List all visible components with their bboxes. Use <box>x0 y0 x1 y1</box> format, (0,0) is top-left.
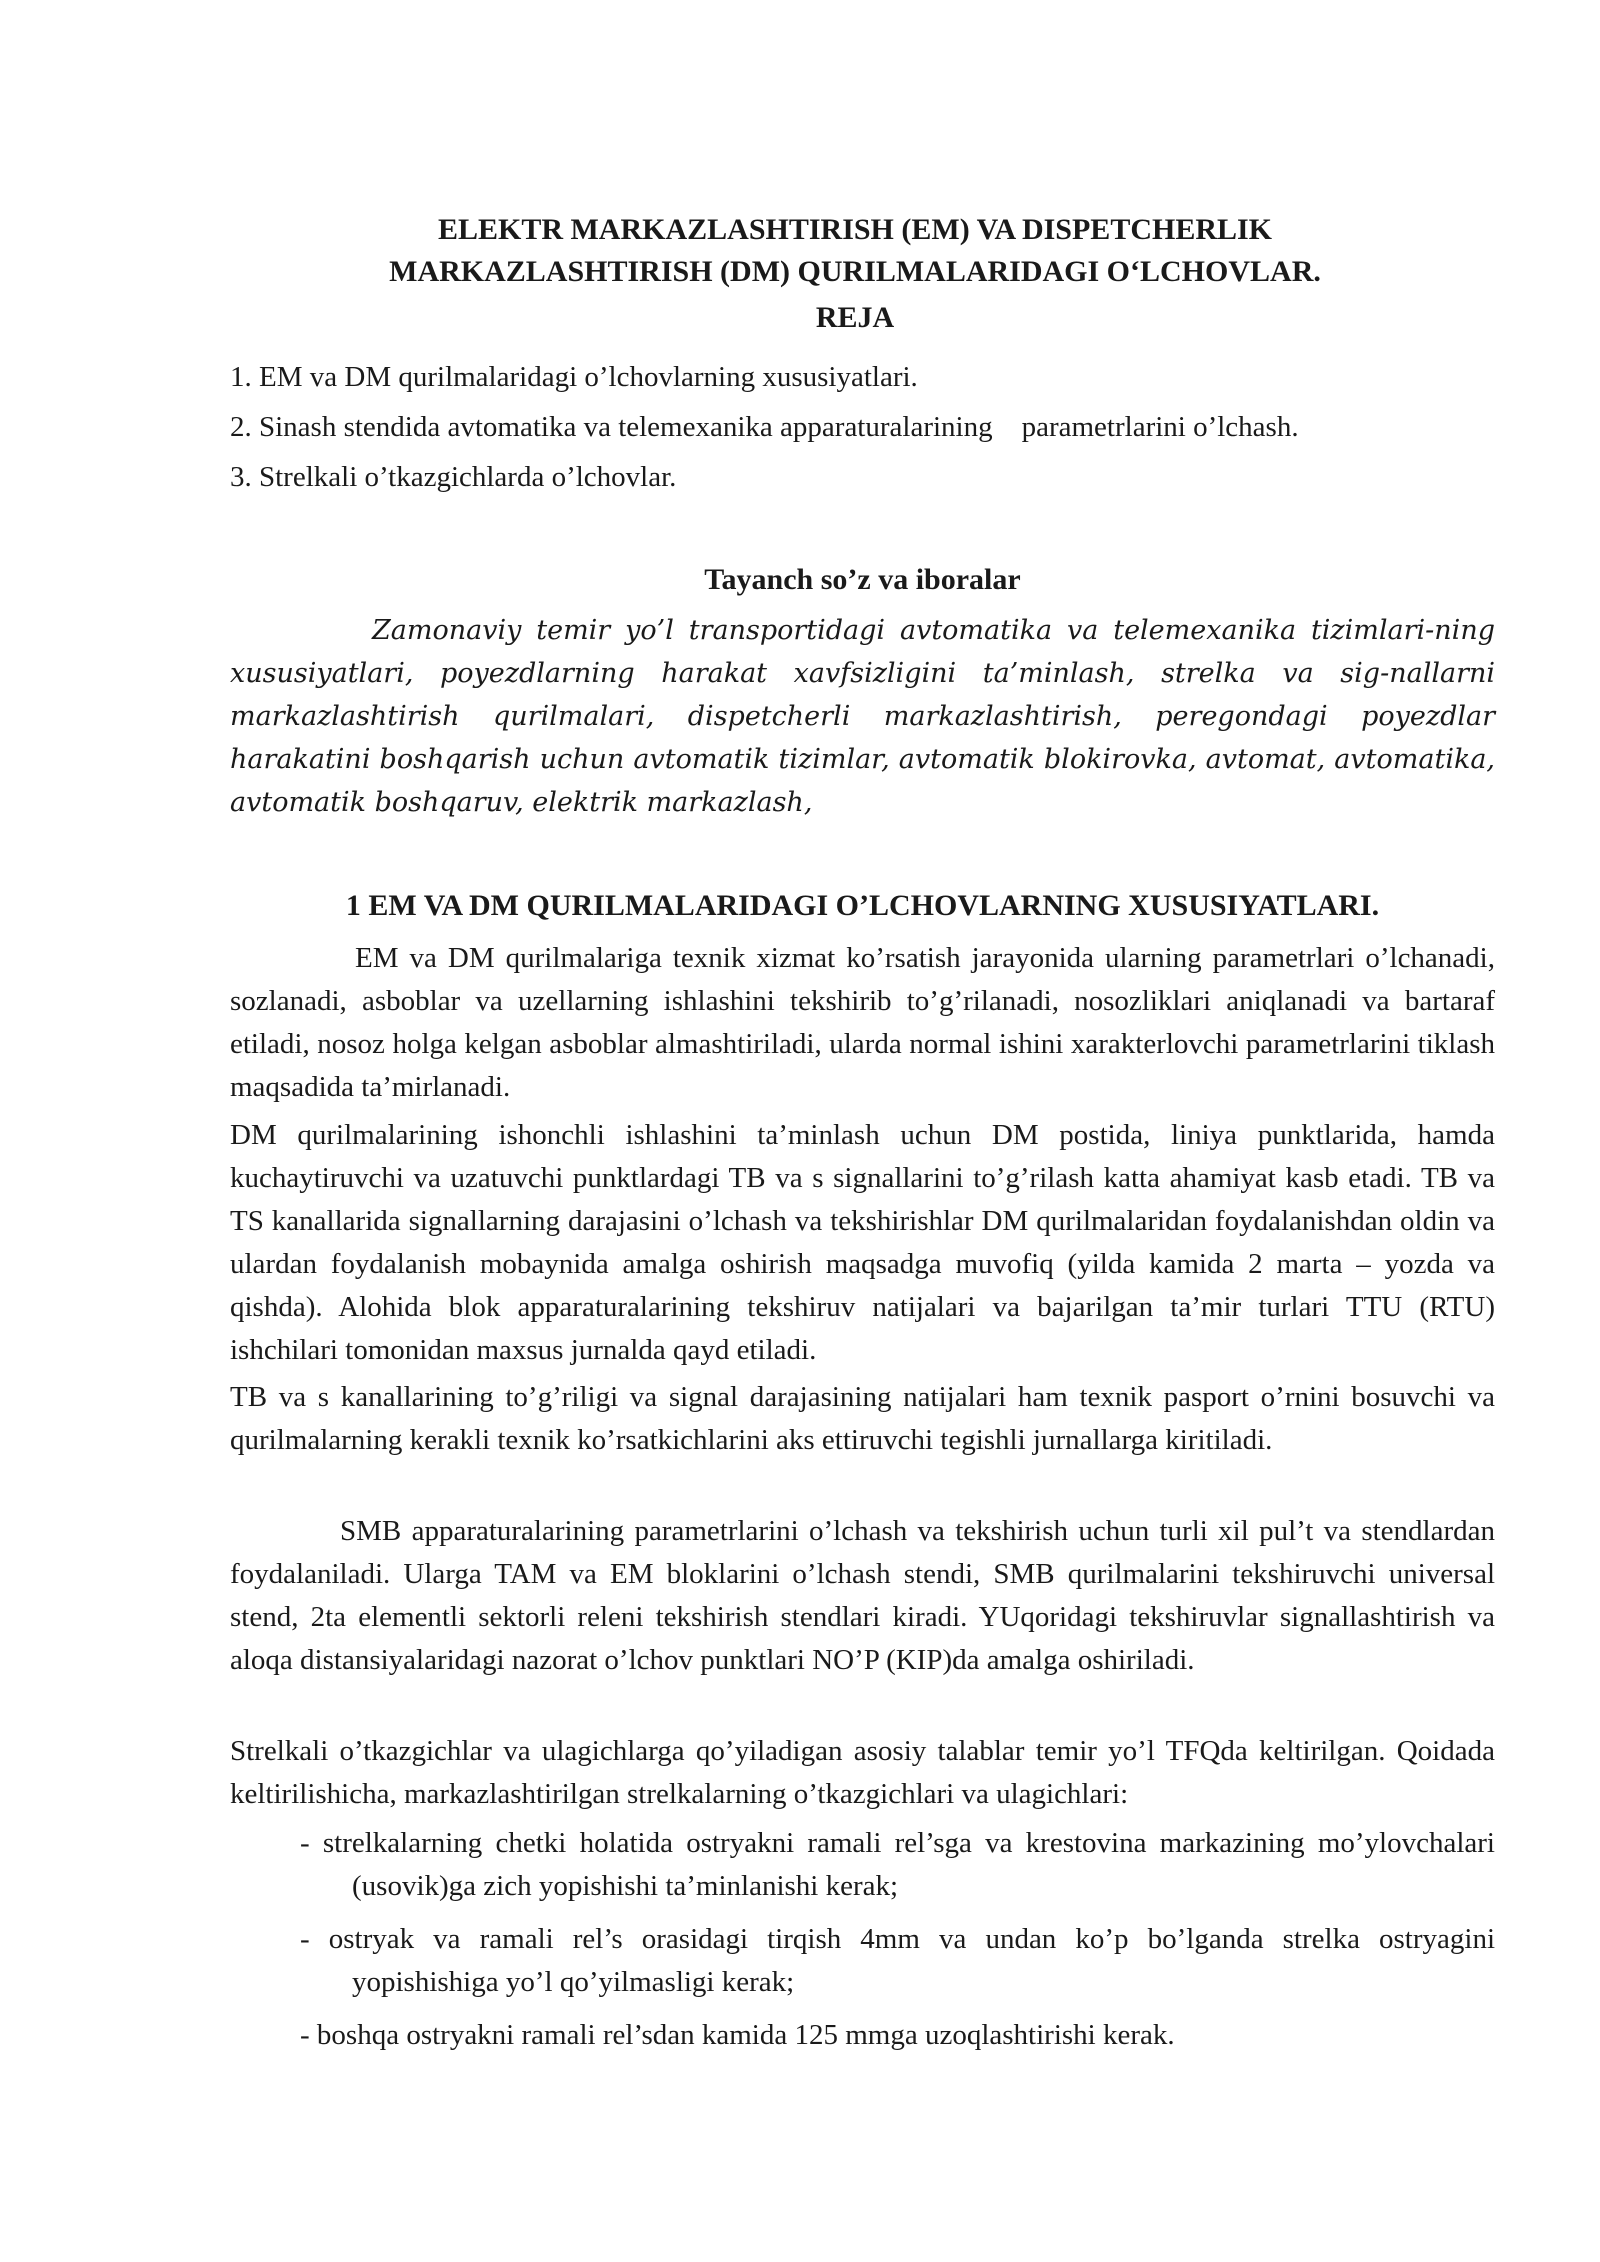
keywords-heading: Tayanch so’z va iboralar <box>704 563 1021 596</box>
section-heading: 1 EM VA DM QURILMALARIDAGI O’LCHOVLARNING XUSUSIYATLARI. <box>345 889 1380 922</box>
body-paragraph: SMB apparaturalarining parametrlarini o’lchash va tekshirish uchun turli xil pul’t va stendlardan foydalaniladi. Ularga TAM va EM bloklarini o’lchash stendi, SMB qurilmalarini tekshiruvchi universal stend, 2ta elementli sektorli releni tekshirish stendlari kiradi. YUqoridagi tekshiruvlar signallashtirish va aloqa distansiyalaridagi nazorat o’lchov punktlari NO’P (KIP)da amalga oshiriladi. <box>230 1515 1495 1676</box>
document-title-line-1: ELEKTR MARKAZLASHTIRISH (EM) VA DISPETCHERLIK <box>437 213 1273 246</box>
plan-item: 2. Sinash stendida avtomatika va telemexanika apparaturalarining parametrlarini o’lchash. <box>230 411 1299 443</box>
body-paragraph: EM va DM qurilmalariga texnik xizmat ko’rsatish jarayonida ularning parametrlari o’lchanadi, sozlanadi, asboblar va uzellarning ishlashini tekshirib to’g’rilanadi, nosozliklari aniqlanadi va bartaraf etiladi, nosoz holga kelgan asboblar almashtiriladi, ularda normal ishini xarakterlovchi parametrlarini tiklash maqsadida ta’mirlanadi. <box>230 942 1495 1103</box>
keywords-paragraph: Zamonaviy temir yo’l transportidagi avtomatika va telemexanika tizimlari-ning xususiyatlari, poyezdlarning harakat xavfsizligini ta’minlash, strelka va sig-nallarni markazlashtirish qurilmalari, dispetcherli markazlashtirish, peregondagi poyezdlar harakatini boshqarish uchun avtomatik tizimlar, avtomatik blokirovka, avtomat, avtomatika, avtomatik boshqaruv, elektrik markazlash, <box>230 615 1495 818</box>
list-item: - ostryak va ramali rel’s orasidagi tirqish 4mm va undan ko’p bo’lganda strelka ostryagini yopishishiga yo’l qo’yilmasligi kerak; <box>300 1923 1495 1998</box>
list-item: - boshqa ostryakni ramali rel’sdan kamida 125 mmga uzoqlashtirishi kerak. <box>300 2019 1175 2051</box>
plan-heading: REJA <box>815 301 895 334</box>
plan-item: 3. Strelkali o’tkazgichlarda o’lchovlar. <box>230 461 677 493</box>
list-item: - strelkalarning chetki holatida ostryakni ramali rel’sga va krestovina markazining mo’ylovchalari (usovik)ga zich yopishishi ta’minlanishi kerak; <box>300 1827 1495 1902</box>
body-paragraph: Strelkali o’tkazgichlar va ulagichlarga qo’yiladigan asosiy talablar temir yo’l TFQda keltirilgan. Qoidada keltirilishicha, markazlashtirilgan strelkalarning o’tkazgichlari va ulagichlari: <box>230 1735 1495 1810</box>
plan-list <box>230 352 1490 502</box>
plan-item: 1. EM va DM qurilmalaridagi o’lchovlarning xususiyatlari. <box>230 361 918 393</box>
body-paragraph: DM qurilmalarining ishonchli ishlashini ta’minlash uchun DM postida, liniya punktlarida, hamda kuchaytiruvchi va uzatuvchi punktlardagi TB va s signallarini to’g’rilash katta ahamiyat kasb etadi. TB va TS kanallarida signallarning darajasini o’lchash va tekshirishlar DM qurilmalaridan foydalanishdan oldin va ulardan foydalanish mobaynida amalga oshirish maqsadga muvofiq (yilda kamida 2 marta – yozda va qishda). Alohida blok apparaturalarining tekshiruv natijalari va bajarilgan ta’mir turlari TTU (RTU) ishchilari tomonidan maxsus jurnalda qayd etiladi. <box>230 1119 1495 1366</box>
requirements-list <box>300 1822 1495 2067</box>
body-paragraph: TB va s kanallarining to’g’riligi va signal darajasining natijalari ham texnik pasport o’rnini bosuvchi va qurilmalarning kerakli texnik ko’rsatkichlarini aks ettiruvchi tegishli jurnallarga kiritiladi. <box>230 1381 1495 1456</box>
document-title-line-2: MARKAZLASHTIRISH (DM) QURILMALARIDAGI O‘LCHOVLAR. <box>389 255 1321 288</box>
